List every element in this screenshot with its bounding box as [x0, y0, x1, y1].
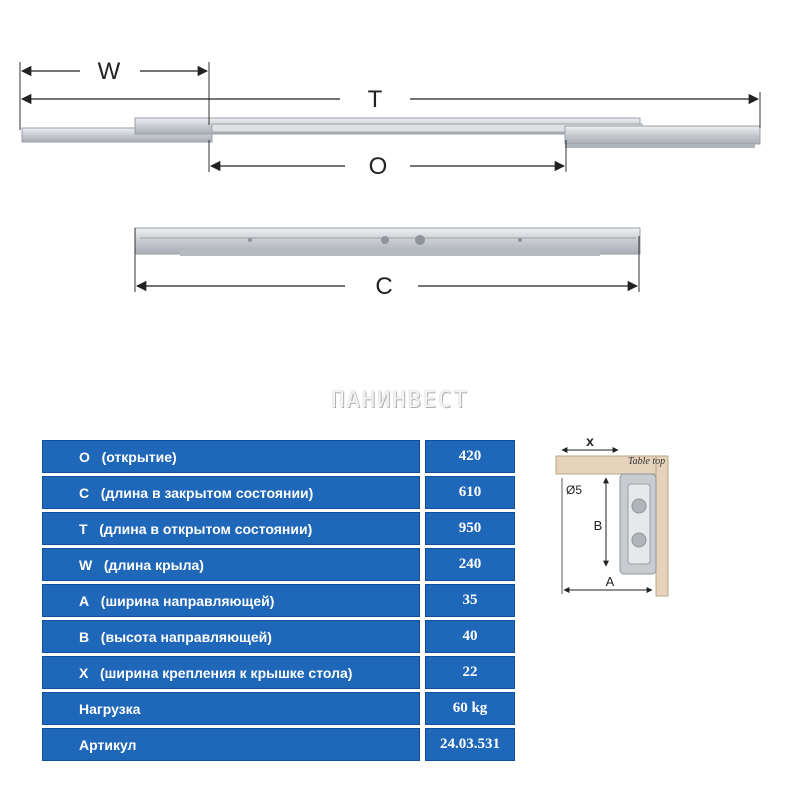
row-value: 22 [425, 656, 515, 689]
row-value: 610 [425, 476, 515, 509]
label-w: W [97, 58, 121, 85]
row-description: (ширина направляющей) [100, 592, 275, 609]
row-value: 420 [425, 440, 515, 473]
spec-table [37, 437, 520, 764]
label-c: C [375, 273, 393, 300]
row-code: A [79, 592, 90, 609]
row-label [42, 512, 420, 545]
row-value: 240 [425, 548, 515, 581]
row-code: O [79, 448, 90, 465]
table-row [42, 656, 515, 689]
table-row [42, 512, 515, 545]
label-o: O [368, 153, 388, 180]
row-description: (высота направляющей) [100, 628, 272, 645]
article-value: 24.03.531 [425, 728, 515, 761]
table-row [42, 548, 515, 581]
closed-rail [135, 228, 640, 256]
table-row [42, 440, 515, 473]
row-code: X [79, 664, 89, 681]
row-label [42, 548, 420, 581]
row-label [42, 584, 420, 617]
row-description: (длина в закрытом состоянии) [100, 484, 314, 501]
load-label: Нагрузка [42, 692, 420, 725]
row-description: (длина в открытом состоянии) [99, 520, 313, 537]
row-label [42, 440, 420, 473]
watermark-logo: ПАНИНВЕСТ [331, 388, 469, 413]
extended-rail [22, 118, 760, 148]
slide-rail-diagram [0, 0, 800, 390]
row-description: (открытие) [101, 448, 177, 465]
row-code: B [79, 628, 90, 645]
rail-profile-diagram [548, 428, 688, 598]
row-value: 950 [425, 512, 515, 545]
table-row-load [42, 692, 515, 725]
row-description: (длина крыла) [103, 556, 204, 573]
row-value: 40 [425, 620, 515, 653]
dimension-o [209, 140, 566, 180]
table-top-label: Table top [628, 456, 666, 467]
label-t: T [367, 86, 383, 113]
label-x: x [586, 433, 594, 449]
row-label [42, 476, 420, 509]
table-row-article [42, 728, 515, 761]
label-hole: Ø5 [566, 483, 583, 497]
row-label [42, 656, 420, 689]
label-b: B [593, 518, 603, 533]
spec-table-body [42, 440, 515, 761]
row-code: T [79, 520, 88, 537]
table-row [42, 620, 515, 653]
row-label [42, 620, 420, 653]
table-row [42, 476, 515, 509]
article-label: Артикул [42, 728, 420, 761]
row-code: W [79, 556, 93, 573]
row-value: 35 [425, 584, 515, 617]
row-description: (ширина крепления к крышке стола) [100, 664, 353, 681]
load-value: 60 kg [425, 692, 515, 725]
table-row [42, 584, 515, 617]
label-a: A [605, 574, 615, 589]
row-code: C [79, 484, 90, 501]
